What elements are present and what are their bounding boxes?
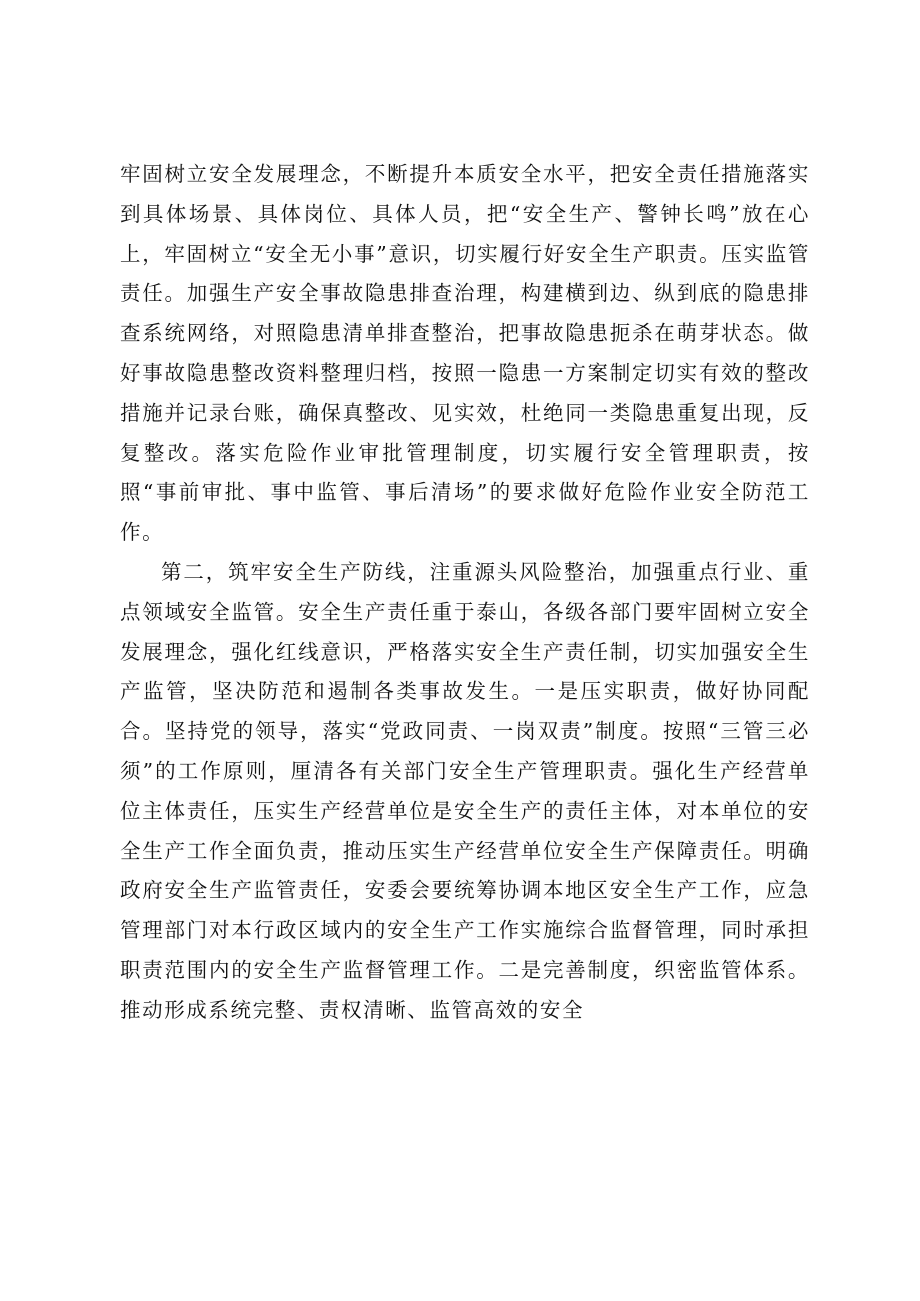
paragraph-second-point: 第二，筑牢安全生产防线，注重源头风险整治，加强重点行业、重点领域安全监管。安全生产责任重于泰山，各级各部门要牢固树立安全发展理念，强化红线意识，严格落实安全生产责任制，切实加强安全生产监管，坚决防范和遏制各类事故发生。一是压实职责，做好协同配合。坚持党的领导，落实“党政同责、一岗双责”制度。按照“三管三必须”的工作原则，厘清各有关部门安全生产管理职责。强化生产经营单位主体责任，压实生产经营单位是安全生产的责任主体，对本单位的安全生产工作全面负责，推动压实生产经营单位安全生产保障责任。明确政府安全生产监管责任，安委会要统筹协调本地区安全生产工作，应急管理部门对本行政区域内的安全生产工作实施综合监督管理，同时承担职责范围内的安全生产监督管理工作。二是完善制度，织密监管体系。推动形成系统完整、责权清晰、监管高效的安全: [120, 559, 810, 1022]
document-body: [120, 155, 810, 1031]
paragraph-safety-responsibility: 牢固树立安全发展理念，不断提升本质安全水平，把安全责任措施落实到具体场景、具体岗位、具体人员，把“安全生产、警钟长鸣”放在心上，牢固树立“安全无小事”意识，切实履行好安全生产职责。压实监管责任。加强生产安全事故隐患排查治理，构建横到边、纵到底的隐患排查系统网络，对照隐患清单排查整治，把事故隐患扼杀在萌芽状态。做好事故隐患整改资料整理归档，按照一隐患一方案制定切实有效的整改措施并记录台账，确保真整改、见实效，杜绝同一类隐患重复出现，反复整改。落实危险作业审批管理制度，切实履行安全管理职责，按照“事前审批、事中监管、事后清场”的要求做好危险作业安全防范工作。: [120, 162, 810, 545]
